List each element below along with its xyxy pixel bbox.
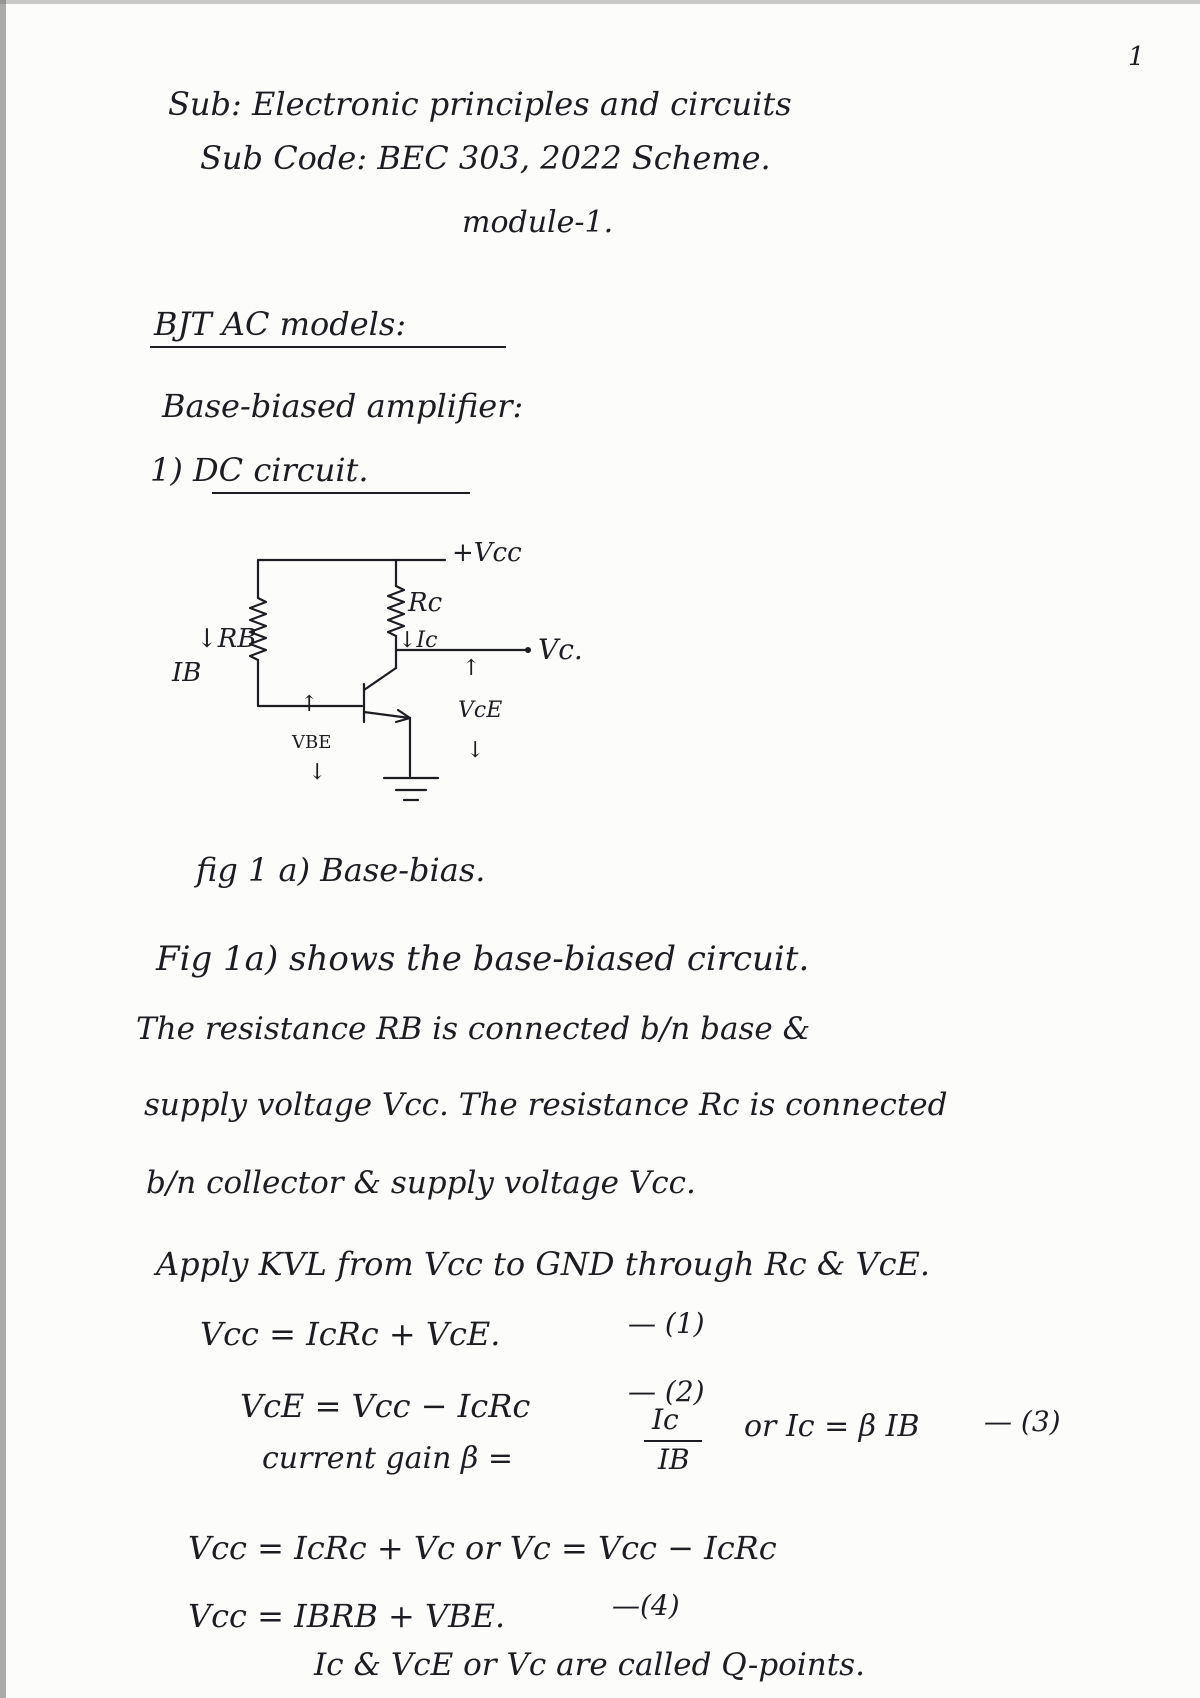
vc-node [525,647,531,653]
ic-label: ↓Ic [398,628,438,653]
current-gain-label: current gain β = [262,1441,514,1476]
gain-fraction-bar [644,1440,702,1442]
vbe-up-arrow: ↑ [300,692,319,717]
ib-label: IB [172,658,202,688]
subject-line: Sub: Electronic principles and circuits [168,85,792,123]
equation-vc: Vcc = IcRc + Vc or Vc = Vcc − IcRc [188,1529,777,1567]
equation-1-number: — (1) [628,1307,705,1340]
section-item: 1) DC circuit. [150,451,369,489]
equation-1: Vcc = IcRc + VcE. [200,1315,501,1353]
vcc-rail [258,560,445,566]
rc-label: Rc [408,588,443,618]
gain-numerator: Ic [652,1403,679,1436]
section-title: BJT AC models: [154,305,407,343]
section-subtitle: Base-biased amplifier: [162,387,524,425]
rb-label: ↓RB [196,624,257,654]
paragraph-line-2: The resistance RB is connected b/n base & [136,1011,811,1047]
paragraph-line-1: Fig 1a) shows the base-biased circuit. [156,939,810,979]
equation-3-number: — (3) [984,1405,1061,1438]
equation-2-number: — (2) [628,1375,705,1408]
transistor-collector [364,668,396,690]
gain-alternate: or Ic = β IB [744,1409,920,1444]
figure-caption: fig 1 a) Base-bias. [196,851,486,889]
page-number: 1 [1128,42,1145,72]
equation-4: Vcc = IBRB + VBE. [188,1597,506,1635]
vcc-label: +Vcc [452,538,522,568]
paragraph-line-4: b/n collector & supply voltage Vcc. [146,1165,696,1201]
gain-denominator: IB [658,1443,690,1476]
paragraph-line-3: supply voltage Vcc. The resistance Rc is connected [144,1087,948,1123]
vbe-label: VBE [292,732,332,753]
equation-4-number: —(4) [612,1589,680,1622]
kvl-line: Apply KVL from Vcc to GND through Rc & VcE. [156,1245,931,1283]
vc-label: Vc. [538,633,583,666]
vbe-down-arrow: ↓ [308,760,327,785]
vce-up-arrow: ↑ [462,656,481,681]
q-point-note: Ic & VcE or Vc are called Q-points. [314,1647,865,1683]
module-label: module-1. [462,205,614,240]
subject-code-line: Sub Code: BEC 303, 2022 Scheme. [200,139,771,177]
vce-down-arrow: ↓ [466,738,485,763]
vce-label: VcE [458,698,503,723]
equation-2: VcE = Vcc − IcRc [240,1387,531,1425]
